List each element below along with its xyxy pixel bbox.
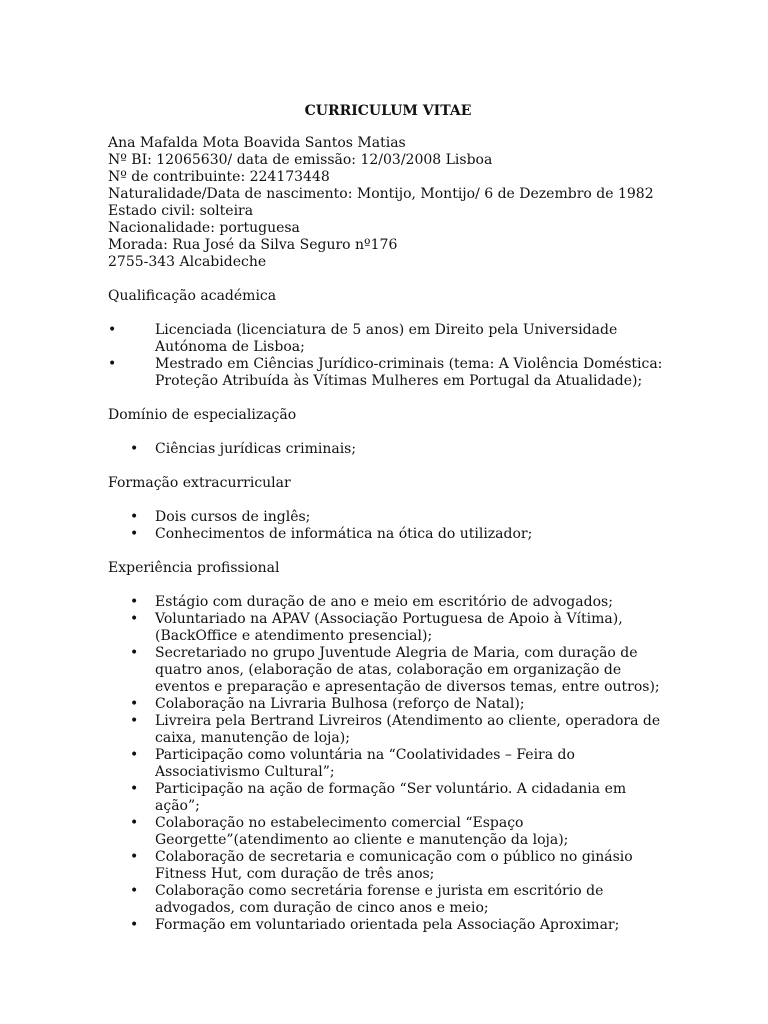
list-item: • Colaboração no estabelecimento comercial “Espaço Georgette”(atendimento ao cliente e manutenção da loja); [108, 815, 668, 849]
list-item: • Voluntariado na APAV (Associação Portuguesa de Apoio à Vítima), (BackOffice e atendimento presencial); [108, 611, 668, 645]
address-postal: 2755-343 Alcabideche [108, 254, 267, 270]
experiencia-list [108, 594, 668, 934]
formacao-list [108, 509, 668, 543]
dominio-list [108, 441, 668, 458]
list-item: • Participação como voluntária na “Coolatividades – Feira do Associativismo Cultural”; [108, 747, 668, 781]
section-heading-qualificacao: Qualificação académica [108, 288, 277, 304]
list-item: • Colaboração como secretária forense e jurista em escritório de advogados, com duração de cinco anos e meio; [108, 883, 668, 917]
birth-info: Naturalidade/Data de nascimento: Montijo, Montijo/ 6 de Dezembro de 1982 [108, 186, 654, 202]
list-item: • Mestrado em Ciências Jurídico-criminais (tema: A Violência Doméstica: Proteção Atribuída às Vítimas Mulheres em Portugal da Atualidade); [108, 356, 668, 390]
section-heading-formacao: Formação extracurricular [108, 475, 291, 491]
list-item: • Conhecimentos de informática na ótica do utilizador; [108, 526, 668, 543]
id-number: Nº BI: 12065630/ data de emissão: 12/03/2008 Lisboa [108, 152, 493, 168]
marital-status: Estado civil: solteira [108, 203, 254, 219]
list-item: • Secretariado no grupo Juventude Alegria de Maria, com duração de quatro anos, (elaboração de atas, colaboração em organização de eventos e preparação e apresentação de diversos temas, entre outros); [108, 645, 668, 696]
list-item: • Participação na ação de formação “Ser voluntário. A cidadania em ação”; [108, 781, 668, 815]
list-item: • Colaboração de secretaria e comunicação com o público no ginásio Fitness Hut, com duração de três anos; [108, 849, 668, 883]
list-item: • Ciências jurídicas criminais; [108, 441, 668, 458]
cv-document [108, 103, 668, 934]
personal-info [108, 135, 668, 271]
list-item: • Colaboração na Livraria Bulhosa (reforço de Natal); [108, 696, 668, 713]
list-item: • Estágio com duração de ano e meio em escritório de advogados; [108, 594, 668, 611]
list-item: • Licenciada (licenciatura de 5 anos) em Direito pela Universidade Autónoma de Lisboa; [108, 322, 668, 356]
qualificacao-list [108, 322, 668, 390]
list-item: • Formação em voluntariado orientada pela Associação Aproximar; [108, 917, 668, 934]
address-street: Morada: Rua José da Silva Seguro nº176 [108, 237, 398, 253]
tax-number: Nº de contribuinte: 224173448 [108, 169, 330, 185]
full-name: Ana Mafalda Mota Boavida Santos Matias [108, 135, 406, 151]
document-title: CURRICULUM VITAE [304, 103, 472, 119]
list-item: • Dois cursos de inglês; [108, 509, 668, 526]
section-heading-dominio: Domínio de especialização [108, 407, 297, 423]
nationality: Nacionalidade: portuguesa [108, 220, 300, 236]
section-heading-experiencia: Experiência profissional [108, 560, 280, 576]
list-item: • Livreira pela Bertrand Livreiros (Atendimento ao cliente, operadora de caixa, manutenção de loja); [108, 713, 668, 747]
